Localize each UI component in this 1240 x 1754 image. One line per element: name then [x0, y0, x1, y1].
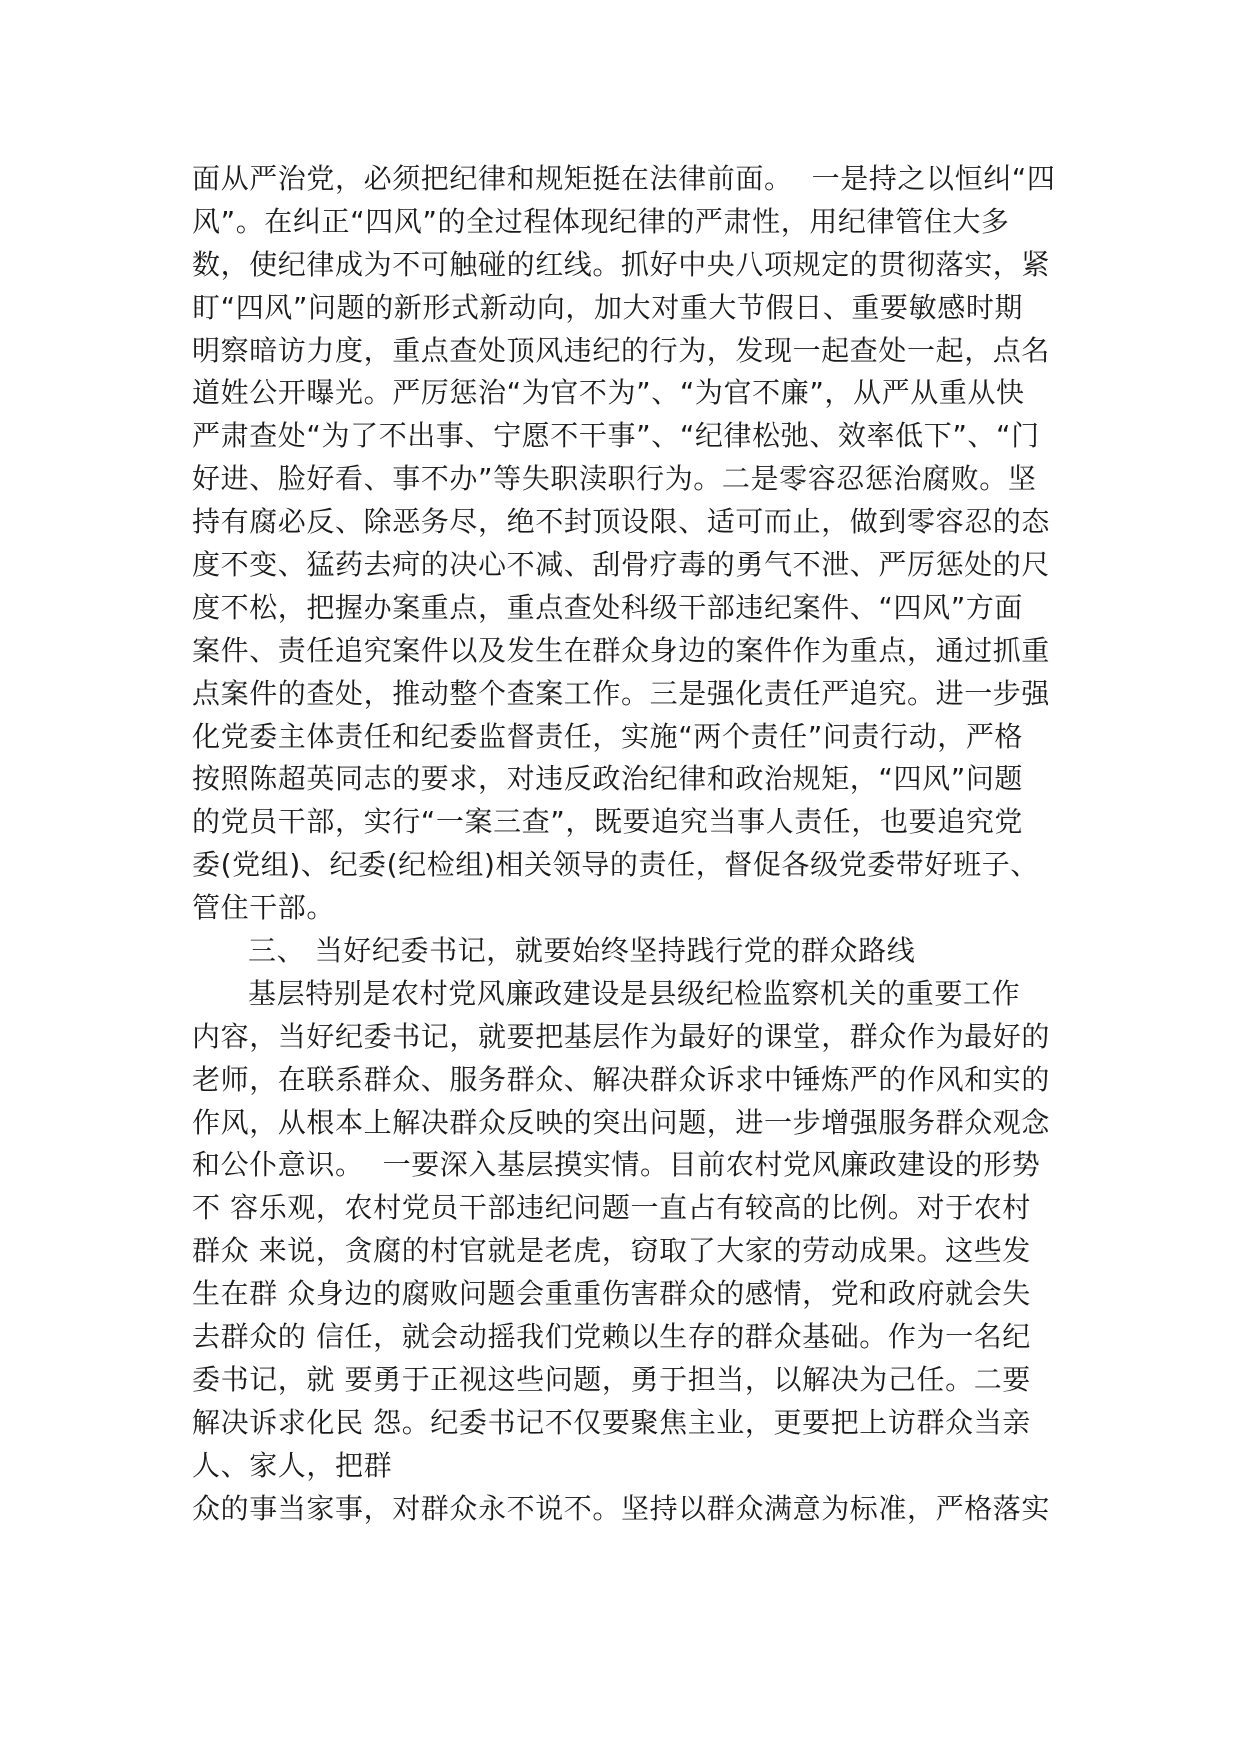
text-line: 点案件的查处，推动整个查案工作。三是强化责任严追究。进一步强 [192, 676, 1051, 710]
paragraph-first-line: 三、 当好纪委书记，就要始终坚持践行党的群众路线 [248, 934, 916, 968]
text-line: 群众 来说，贪腐的村官就是老虎，窃取了大家的劳动成果。这些发 [192, 1234, 1031, 1268]
text-line: 管住干部。 [192, 891, 336, 925]
text-line: 持有腐必反、除恶务尽，绝不封顶设限、适可而止，做到零容忍的态 [192, 505, 1051, 539]
text-line: 度不变、猛药去疴的决心不减、刮骨疗毒的勇气不泄、严厉惩处的尺 [192, 548, 1051, 582]
document-body [192, 158, 1056, 1531]
text-line: 委书记，就 要勇于正视这些问题，勇于担当，以解决为己任。二要 [192, 1362, 1031, 1396]
text-line: 内容，当好纪委书记，就要把基层作为最好的课堂，群众作为最好的 [192, 1019, 1051, 1053]
text-line: 风”。在纠正“四风”的全过程体现纪律的严肃性，用纪律管住大多 [192, 204, 1010, 238]
text-line: 盯“四风”问题的新形式新动向，加大对重大节假日、重要敏感时期 [192, 290, 1024, 324]
text-line: 度不松，把握办案重点，重点查处科级干部违纪案件、“四风”方面 [192, 590, 1024, 624]
paragraph-first-line: 基层特别是农村党风廉政建设是县级纪检监察机关的重要工作 [248, 976, 1021, 1010]
text-line: 化党委主体责任和纪委监督责任，实施“两个责任”问责行动，严格 [192, 719, 1024, 753]
text-line: 面从严治党，必须把纪律和规矩挺在法律前面。 一是持之以恒纠“四 [192, 162, 1056, 195]
text-line: 明察暗访力度，重点查处顶风违纪的行为，发现一起查处一起，点名 [192, 333, 1051, 367]
text-line: 生在群 众身边的腐败问题会重重伤害群众的感情，党和政府就会失 [192, 1277, 1031, 1311]
text-line: 人、家人，把群 [192, 1448, 393, 1482]
text-line: 按照陈超英同志的要求，对违反政治纪律和政治规矩，“四风”问题 [192, 762, 1024, 796]
text-line: 好进、脸好看、事不办”等失职渎职行为。二是零容忍惩治腐败。坚 [192, 462, 1037, 496]
text-line: 不 容乐观，农村党员干部违纪问题一直占有较高的比例。对于农村 [192, 1191, 1031, 1225]
text-line: 的党员干部，实行“一案三查”，既要追究当事人责任，也要追究党 [192, 805, 1024, 839]
text-line: 和公仆意识。 一要深入基层摸实情。目前农村党风廉政建设的形势 [192, 1148, 1041, 1182]
text-line: 数，使纪律成为不可触碰的红线。抓好中央八项规定的贯彻落实，紧 [192, 247, 1051, 281]
text-line: 解决诉求化民 怨。纪委书记不仅要聚焦主业，更要把上访群众当亲 [192, 1405, 1031, 1439]
text-line: 去群众的 信任，就会动摇我们党赖以生存的群众基础。作为一名纪 [192, 1320, 1031, 1354]
text-line: 道姓公开曝光。严厉惩治“为官不为”、“为官不廉”，从严从重从快 [192, 376, 1025, 410]
text-line: 严肃查处“为了不出事、宁愿不干事”、“纪律松弛、效率低下”、“门 [192, 419, 1040, 453]
text-line: 众的事当家事，对群众永不说不。坚持以群众满意为标准，严格落实 [192, 1491, 1051, 1525]
text-line: 委(党组)、纪委(纪检组)相关领导的责任，督促各级党委带好班子、 [192, 848, 1039, 882]
text-line: 作风，从根本上解决群众反映的突出问题，进一步增强服务群众观念 [192, 1105, 1051, 1139]
text-line: 老师，在联系群众、服务群众、解决群众诉求中锤炼严的作风和实的 [192, 1062, 1051, 1096]
text-line: 案件、责任追究案件以及发生在群众身边的案件作为重点，通过抓重 [192, 633, 1051, 667]
